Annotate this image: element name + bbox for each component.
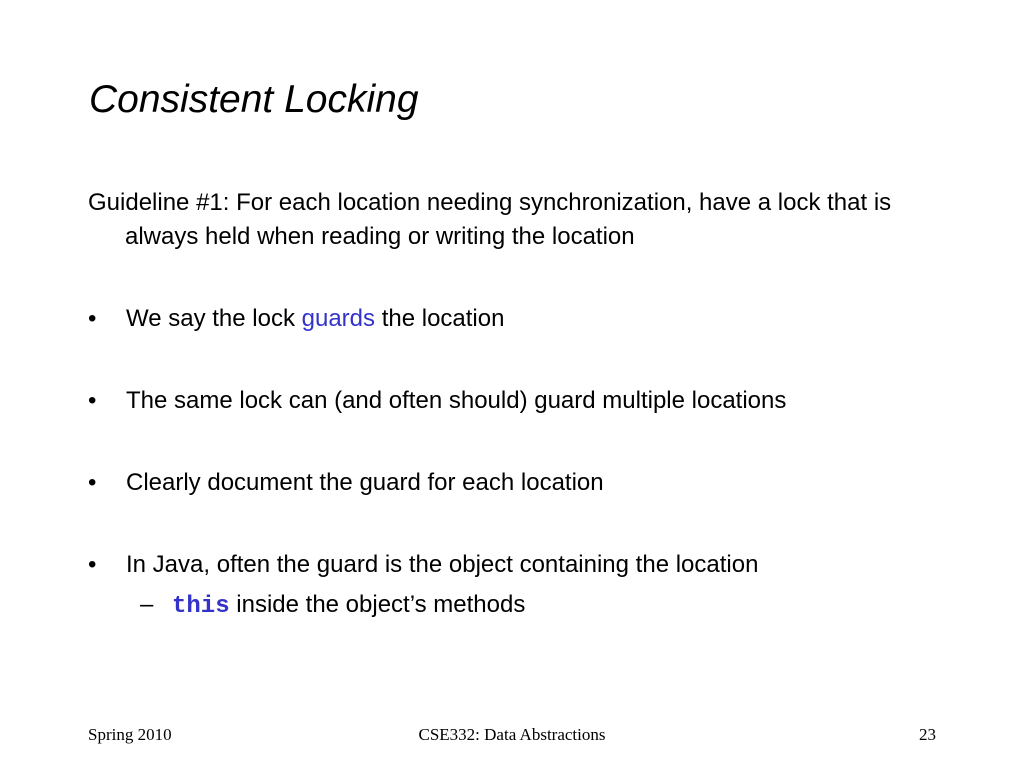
bullet-list bbox=[88, 302, 968, 624]
bullet-marker: • bbox=[88, 305, 97, 332]
footer-date: Spring 2010 bbox=[88, 725, 172, 744]
bullet-marker: • bbox=[88, 387, 97, 414]
slide-body bbox=[88, 186, 968, 624]
footer-page-number: 23 bbox=[919, 725, 936, 744]
sub-bullet-text: inside the object’s methods bbox=[229, 591, 526, 618]
sub-bullet-list bbox=[126, 588, 968, 624]
bullet-text: Clearly document the guard for each location bbox=[126, 469, 604, 496]
bullet-text-suffix: the location bbox=[375, 305, 505, 332]
bullet-marker: • bbox=[88, 469, 97, 496]
bullet-item-multiple-locations bbox=[88, 384, 968, 418]
bullet-marker: • bbox=[88, 551, 97, 578]
bullet-text: The same lock can (and often should) guard multiple locations bbox=[126, 387, 787, 414]
guideline-text: Guideline #1: For each location needing synchronization, have a lock that is always held when reading or writing the location bbox=[88, 189, 892, 250]
footer-course: CSE332: Data Abstractions bbox=[418, 725, 606, 744]
bullet-text-prefix: We say the lock bbox=[126, 305, 302, 332]
bullet-item-java-guard bbox=[88, 548, 968, 624]
sub-bullet-marker: – bbox=[140, 591, 154, 618]
guards-keyword: guards bbox=[301, 305, 376, 332]
bullet-item-guards bbox=[88, 302, 968, 336]
slide-title: Consistent Locking bbox=[89, 78, 419, 121]
sub-bullet-item-this bbox=[126, 588, 968, 624]
bullet-item-document-guard bbox=[88, 466, 968, 500]
bullet-text: In Java, often the guard is the object containing the location bbox=[126, 551, 759, 578]
this-keyword: this bbox=[172, 593, 230, 620]
